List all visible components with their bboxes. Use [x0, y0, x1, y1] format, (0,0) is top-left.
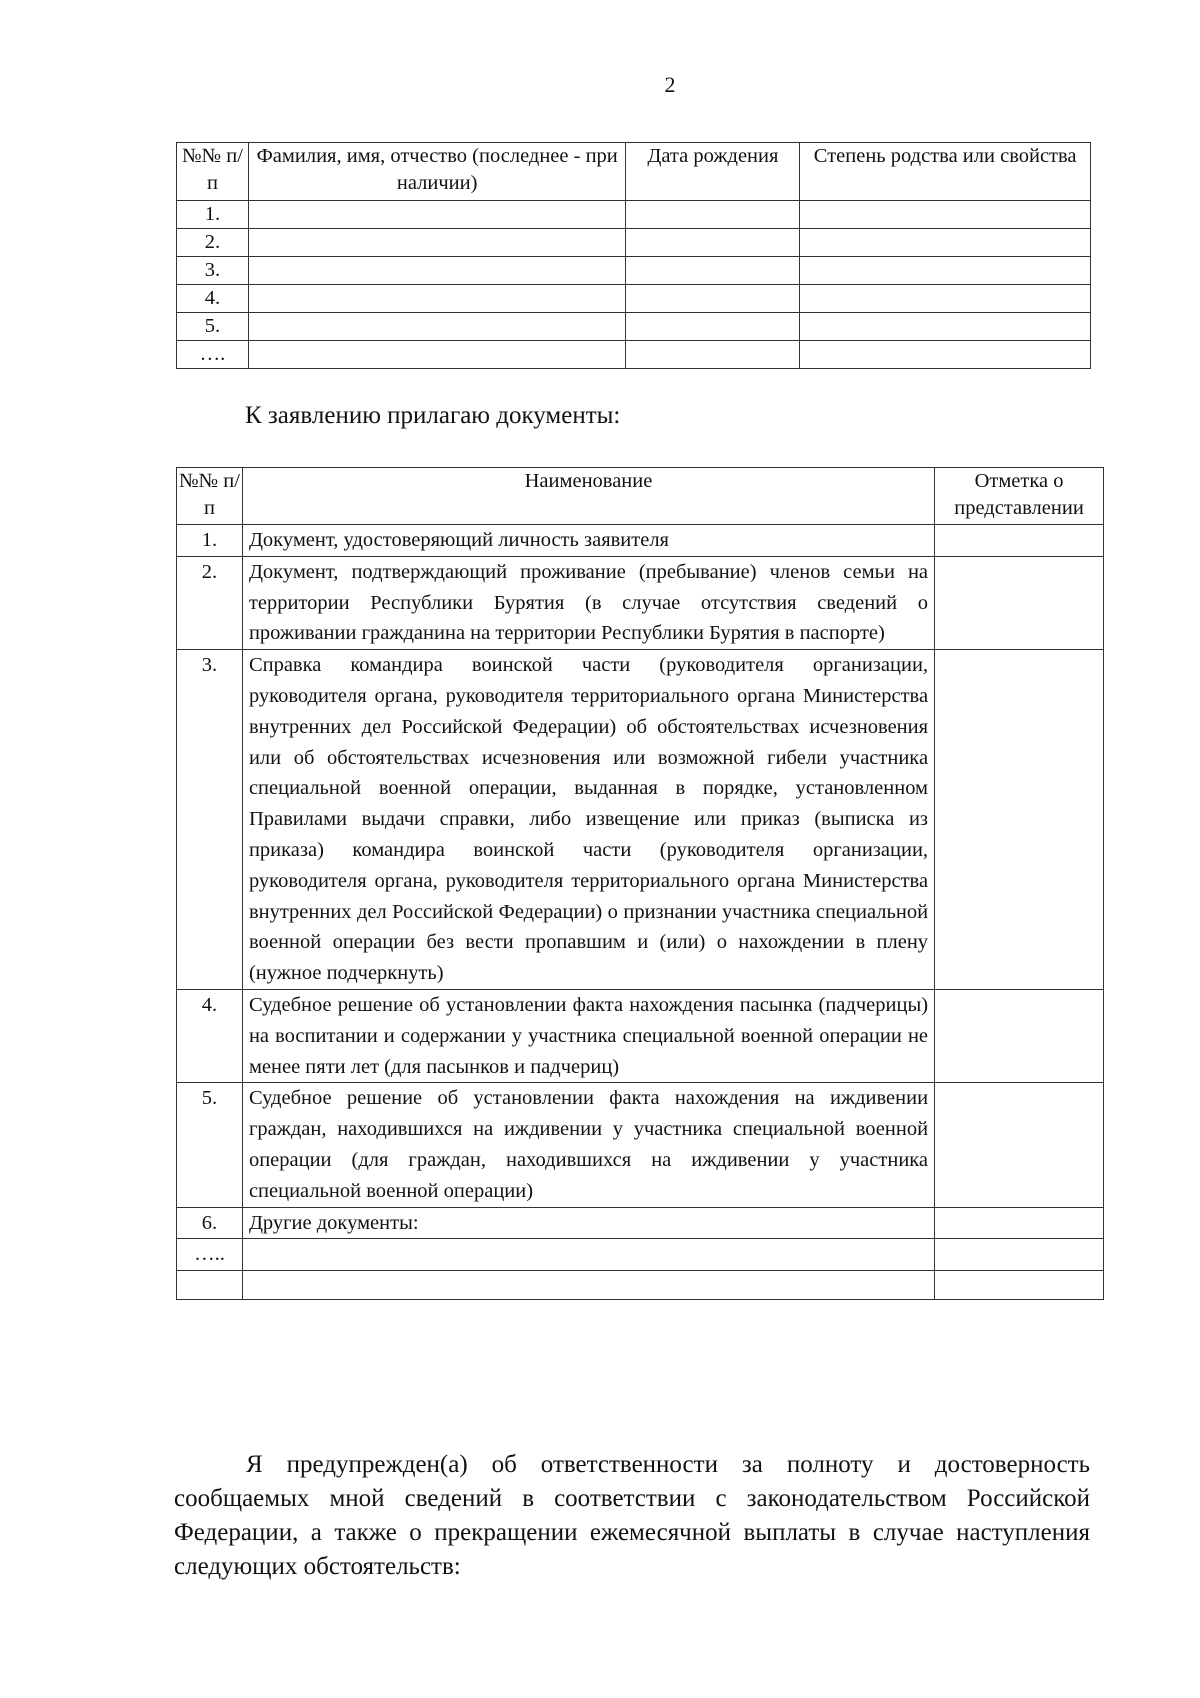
- relation-cell[interactable]: [800, 229, 1091, 257]
- table-row: [177, 525, 1104, 557]
- relatives-header-row: [177, 143, 1091, 201]
- birth-date-cell[interactable]: [626, 201, 800, 229]
- relation-cell[interactable]: [800, 313, 1091, 341]
- submission-mark-cell[interactable]: [935, 1083, 1104, 1207]
- row-number: 2.: [177, 229, 249, 257]
- submission-mark-cell[interactable]: [935, 556, 1104, 649]
- relation-cell[interactable]: [800, 285, 1091, 313]
- document-name: Документ, подтверждающий проживание (пребывание) членов семьи на территории Республики Бурятия (в случае отсутствия сведений о проживании гражданина на территории Республики Бурятия в паспорте): [242, 556, 934, 649]
- full-name-cell[interactable]: [248, 341, 626, 369]
- submission-mark-cell[interactable]: [935, 1271, 1104, 1300]
- document-name: Другие документы:: [242, 1207, 934, 1239]
- document-name: Документ, удостоверяющий личность заявителя: [242, 525, 934, 557]
- relation-cell[interactable]: [800, 341, 1091, 369]
- submission-mark-cell[interactable]: [935, 650, 1104, 990]
- table-row: [177, 257, 1091, 285]
- header-document-name: Наименование: [242, 468, 934, 525]
- document-name: Справка командира воинской части (руководителя организации, руководителя органа, руководителя территориального органа Министерства внутренних дел Российской Федерации) об обстоятельствах исчезновения или об обстоятельствах исчезновения или возможной гибели участника специальной военной операции, выданная в порядке, установленном Правилами выдачи справки, либо извещение или приказ (выписка из приказа) командира воинской части (руководителя организации, руководителя органа, руководителя территориального органа Министерства внутренних дел Российской Федерации) о признании участника специальной военной операции без вести пропавшим и (или) о нахождении в плену (нужное подчеркнуть): [242, 650, 934, 990]
- documents-table: [176, 467, 1104, 1300]
- full-name-cell[interactable]: [248, 201, 626, 229]
- header-num: №№ п/п: [177, 468, 243, 525]
- documents-caption: К заявлению прилагаю документы:: [245, 402, 621, 429]
- page-number: 2: [664, 72, 676, 97]
- table-row: [177, 313, 1091, 341]
- header-relation: Степень родства или свойства: [800, 143, 1091, 201]
- header-num: №№ п/п: [177, 143, 249, 201]
- full-name-cell[interactable]: [248, 229, 626, 257]
- row-number: 5.: [177, 313, 249, 341]
- row-number: 3.: [177, 650, 243, 990]
- documents-header-row: [177, 468, 1104, 525]
- relation-cell[interactable]: [800, 257, 1091, 285]
- document-name: Судебное решение об установлении факта нахождения пасынка (падчерицы) на воспитании и содержании у участника специальной военной операции не менее пяти лет (для пасынков и падчериц): [242, 989, 934, 1082]
- table-row: [177, 1239, 1104, 1271]
- relatives-table: [176, 142, 1091, 369]
- row-number: 5.: [177, 1083, 243, 1207]
- row-number: 4.: [177, 989, 243, 1082]
- full-name-cell[interactable]: [248, 257, 626, 285]
- table-row: [177, 650, 1104, 990]
- relation-cell[interactable]: [800, 201, 1091, 229]
- birth-date-cell[interactable]: [626, 229, 800, 257]
- row-number: 6.: [177, 1207, 243, 1239]
- submission-mark-cell[interactable]: [935, 989, 1104, 1082]
- table-row: [177, 556, 1104, 649]
- table-row: [177, 1207, 1104, 1239]
- table-row: [177, 229, 1091, 257]
- table-row: [177, 989, 1104, 1082]
- table-row: [177, 341, 1091, 369]
- table-row: [177, 1271, 1104, 1300]
- row-number: 2.: [177, 556, 243, 649]
- submission-mark-cell[interactable]: [935, 1207, 1104, 1239]
- full-name-cell[interactable]: [248, 313, 626, 341]
- header-submission-mark: Отметка о представлении: [935, 468, 1104, 525]
- row-number: [177, 1271, 243, 1300]
- document-name[interactable]: [242, 1271, 934, 1300]
- table-row: [177, 201, 1091, 229]
- row-number: 1.: [177, 201, 249, 229]
- row-number: ….: [177, 341, 249, 369]
- row-number: 1.: [177, 525, 243, 557]
- document-name: Судебное решение об установлении факта нахождения на иждивении граждан, находившихся на иждивении у участника специальной военной операции (для граждан, находившихся на иждивении у участника специальной военной операции): [242, 1083, 934, 1207]
- header-birth-date: Дата рождения: [626, 143, 800, 201]
- submission-mark-cell[interactable]: [935, 525, 1104, 557]
- row-number: 3.: [177, 257, 249, 285]
- row-number: …..: [177, 1239, 243, 1271]
- header-full-name: Фамилия, имя, отчество (последнее - при наличии): [248, 143, 626, 201]
- liability-warning: Я предупрежден(а) об ответственности за полноту и достоверность сообщаемых мной сведений в соответствии с законодательством Российской Федерации, а также о прекращении ежемесячной выплаты в случае наступления следующих обстоятельств:: [174, 1451, 1090, 1580]
- submission-mark-cell[interactable]: [935, 1239, 1104, 1271]
- table-row: [177, 285, 1091, 313]
- birth-date-cell[interactable]: [626, 285, 800, 313]
- full-name-cell[interactable]: [248, 285, 626, 313]
- document-name[interactable]: [242, 1239, 934, 1271]
- table-row: [177, 1083, 1104, 1207]
- birth-date-cell[interactable]: [626, 341, 800, 369]
- birth-date-cell[interactable]: [626, 313, 800, 341]
- row-number: 4.: [177, 285, 249, 313]
- birth-date-cell[interactable]: [626, 257, 800, 285]
